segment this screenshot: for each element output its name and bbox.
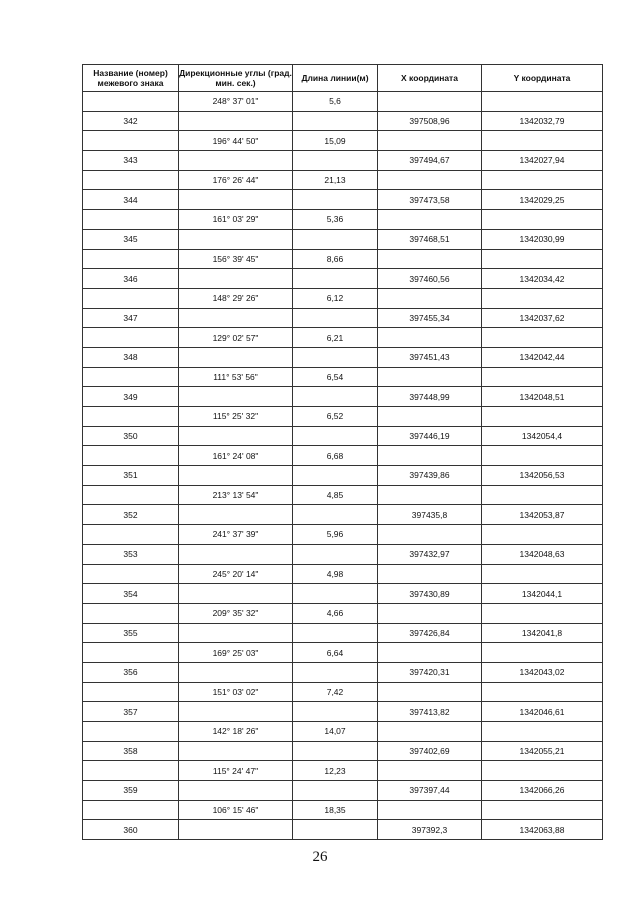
y-coordinate-cell [482, 643, 603, 663]
marker-name-cell: 355 [83, 623, 179, 643]
line-length-cell: 6,68 [293, 446, 378, 466]
marker-name-cell [83, 643, 179, 663]
directional-angle-cell [179, 505, 293, 525]
line-length-cell: 12,23 [293, 761, 378, 781]
directional-angle-cell [179, 741, 293, 761]
table-row [83, 584, 603, 604]
table-row [83, 741, 603, 761]
y-coordinate-cell: 1342048,63 [482, 544, 603, 564]
table-row [83, 111, 603, 131]
directional-angle-cell [179, 584, 293, 604]
x-coordinate-cell: 397439,86 [378, 466, 482, 486]
y-coordinate-cell: 1342053,87 [482, 505, 603, 525]
y-coordinate-cell: 1342056,53 [482, 466, 603, 486]
directional-angle-cell [179, 466, 293, 486]
marker-name-cell [83, 603, 179, 623]
table-row [83, 485, 603, 505]
y-coordinate-cell [482, 210, 603, 230]
marker-name-cell [83, 722, 179, 742]
directional-angle-cell: 129° 02' 57" [179, 328, 293, 348]
table-row [83, 426, 603, 446]
table-row [83, 407, 603, 427]
marker-name-cell: 351 [83, 466, 179, 486]
directional-angle-cell: 213° 13' 54" [179, 485, 293, 505]
x-coordinate-cell [378, 170, 482, 190]
marker-name-cell: 352 [83, 505, 179, 525]
marker-name-cell: 349 [83, 387, 179, 407]
table-row [83, 229, 603, 249]
x-coordinate-cell: 397446,19 [378, 426, 482, 446]
line-length-cell: 8,66 [293, 249, 378, 269]
line-length-cell [293, 308, 378, 328]
directional-angle-cell: 241° 37' 39" [179, 525, 293, 545]
table-row [83, 347, 603, 367]
directional-angle-cell: 142° 18' 26" [179, 722, 293, 742]
line-length-cell: 4,85 [293, 485, 378, 505]
line-length-cell: 6,52 [293, 407, 378, 427]
marker-name-cell: 345 [83, 229, 179, 249]
y-coordinate-cell: 1342048,51 [482, 387, 603, 407]
line-length-cell [293, 623, 378, 643]
directional-angle-cell: 148° 29' 26" [179, 288, 293, 308]
x-coordinate-cell [378, 800, 482, 820]
marker-name-cell: 357 [83, 702, 179, 722]
y-coordinate-cell: 1342029,25 [482, 190, 603, 210]
line-length-cell [293, 111, 378, 131]
marker-name-cell: 360 [83, 820, 179, 840]
table-row [83, 308, 603, 328]
x-coordinate-cell [378, 682, 482, 702]
y-coordinate-cell: 1342042,44 [482, 347, 603, 367]
x-coordinate-cell: 397420,31 [378, 662, 482, 682]
line-length-cell [293, 269, 378, 289]
line-length-cell: 15,09 [293, 131, 378, 151]
x-coordinate-cell: 397392,3 [378, 820, 482, 840]
table-row [83, 781, 603, 801]
line-length-cell [293, 466, 378, 486]
directional-angle-cell [179, 308, 293, 328]
x-coordinate-cell: 397448,99 [378, 387, 482, 407]
x-coordinate-cell [378, 564, 482, 584]
directional-angle-cell: 176° 26' 44" [179, 170, 293, 190]
line-length-cell [293, 190, 378, 210]
line-length-cell: 18,35 [293, 800, 378, 820]
line-length-cell: 6,54 [293, 367, 378, 387]
line-length-cell: 21,13 [293, 170, 378, 190]
directional-angle-cell [179, 190, 293, 210]
x-coordinate-cell [378, 761, 482, 781]
table-row [83, 643, 603, 663]
table-row [83, 328, 603, 348]
line-length-cell [293, 505, 378, 525]
line-length-cell [293, 544, 378, 564]
x-coordinate-cell: 397413,82 [378, 702, 482, 722]
table-row [83, 623, 603, 643]
x-coordinate-cell [378, 525, 482, 545]
line-length-cell: 4,98 [293, 564, 378, 584]
header-line-length: Длина линии(м) [293, 65, 378, 92]
table-row [83, 367, 603, 387]
y-coordinate-cell [482, 761, 603, 781]
table-row [83, 210, 603, 230]
y-coordinate-cell [482, 407, 603, 427]
header-y-coordinate: Y координата [482, 65, 603, 92]
x-coordinate-cell: 397430,89 [378, 584, 482, 604]
marker-name-cell: 347 [83, 308, 179, 328]
marker-name-cell [83, 407, 179, 427]
y-coordinate-cell [482, 328, 603, 348]
y-coordinate-cell [482, 485, 603, 505]
marker-name-cell: 356 [83, 662, 179, 682]
marker-name-cell: 354 [83, 584, 179, 604]
table-row [83, 151, 603, 171]
directional-angle-cell: 169° 25' 03" [179, 643, 293, 663]
directional-angle-cell [179, 702, 293, 722]
x-coordinate-cell [378, 407, 482, 427]
table-row [83, 170, 603, 190]
line-length-cell: 6,12 [293, 288, 378, 308]
y-coordinate-cell: 1342055,21 [482, 741, 603, 761]
x-coordinate-cell [378, 367, 482, 387]
y-coordinate-cell [482, 249, 603, 269]
marker-name-cell [83, 485, 179, 505]
directional-angle-cell: 115° 25' 32" [179, 407, 293, 427]
y-coordinate-cell: 1342043,02 [482, 662, 603, 682]
x-coordinate-cell [378, 288, 482, 308]
line-length-cell [293, 347, 378, 367]
y-coordinate-cell: 1342063,88 [482, 820, 603, 840]
x-coordinate-cell: 397402,69 [378, 741, 482, 761]
directional-angle-cell: 196° 44' 50" [179, 131, 293, 151]
table-row [83, 682, 603, 702]
table-row [83, 525, 603, 545]
x-coordinate-cell: 397455,34 [378, 308, 482, 328]
line-length-cell: 6,21 [293, 328, 378, 348]
x-coordinate-cell: 397426,84 [378, 623, 482, 643]
line-length-cell [293, 229, 378, 249]
marker-name-cell: 342 [83, 111, 179, 131]
y-coordinate-cell [482, 800, 603, 820]
y-coordinate-cell [482, 722, 603, 742]
directional-angle-cell [179, 229, 293, 249]
marker-name-cell [83, 288, 179, 308]
line-length-cell [293, 151, 378, 171]
directional-angle-cell: 245° 20' 14" [179, 564, 293, 584]
line-length-cell [293, 741, 378, 761]
x-coordinate-cell: 397468,51 [378, 229, 482, 249]
x-coordinate-cell [378, 210, 482, 230]
y-coordinate-cell [482, 525, 603, 545]
y-coordinate-cell [482, 92, 603, 112]
x-coordinate-cell [378, 131, 482, 151]
table-row [83, 662, 603, 682]
x-coordinate-cell: 397460,56 [378, 269, 482, 289]
y-coordinate-cell [482, 603, 603, 623]
line-length-cell [293, 820, 378, 840]
x-coordinate-cell [378, 643, 482, 663]
directional-angle-cell: 111° 53' 56" [179, 367, 293, 387]
line-length-cell: 5,36 [293, 210, 378, 230]
y-coordinate-cell [482, 170, 603, 190]
line-length-cell [293, 781, 378, 801]
table-row [83, 249, 603, 269]
line-length-cell [293, 662, 378, 682]
x-coordinate-cell [378, 446, 482, 466]
marker-name-cell: 343 [83, 151, 179, 171]
line-length-cell [293, 426, 378, 446]
directional-angle-cell: 161° 03' 29" [179, 210, 293, 230]
table-row [83, 505, 603, 525]
table-row [83, 603, 603, 623]
line-length-cell: 14,07 [293, 722, 378, 742]
line-length-cell: 6,64 [293, 643, 378, 663]
table-row [83, 446, 603, 466]
x-coordinate-cell: 397451,43 [378, 347, 482, 367]
x-coordinate-cell [378, 485, 482, 505]
line-length-cell: 5,96 [293, 525, 378, 545]
y-coordinate-cell [482, 564, 603, 584]
y-coordinate-cell: 1342066,26 [482, 781, 603, 801]
line-length-cell [293, 584, 378, 604]
line-length-cell [293, 702, 378, 722]
table-row [83, 564, 603, 584]
directional-angle-cell [179, 781, 293, 801]
table-row [83, 190, 603, 210]
header-marker-name: Название (номер) межевого знака [83, 65, 179, 92]
line-length-cell: 4,66 [293, 603, 378, 623]
y-coordinate-cell [482, 367, 603, 387]
directional-angle-cell [179, 347, 293, 367]
directional-angle-cell [179, 662, 293, 682]
y-coordinate-cell: 1342034,42 [482, 269, 603, 289]
directional-angle-cell [179, 820, 293, 840]
directional-angle-cell: 161° 24' 08" [179, 446, 293, 466]
y-coordinate-cell: 1342032,79 [482, 111, 603, 131]
marker-name-cell [83, 210, 179, 230]
directional-angle-cell: 106° 15' 46" [179, 800, 293, 820]
marker-name-cell: 358 [83, 741, 179, 761]
boundary-coordinates-table [82, 64, 603, 840]
line-length-cell: 5,6 [293, 92, 378, 112]
marker-name-cell [83, 800, 179, 820]
marker-name-cell [83, 92, 179, 112]
y-coordinate-cell: 1342044,1 [482, 584, 603, 604]
marker-name-cell [83, 131, 179, 151]
marker-name-cell [83, 367, 179, 387]
y-coordinate-cell: 1342046,61 [482, 702, 603, 722]
directional-angle-cell: 209° 35' 32" [179, 603, 293, 623]
x-coordinate-cell: 397508,96 [378, 111, 482, 131]
x-coordinate-cell: 397494,67 [378, 151, 482, 171]
table-row [83, 820, 603, 840]
directional-angle-cell [179, 111, 293, 131]
x-coordinate-cell [378, 92, 482, 112]
y-coordinate-cell [482, 131, 603, 151]
table-row [83, 466, 603, 486]
marker-name-cell: 350 [83, 426, 179, 446]
x-coordinate-cell [378, 603, 482, 623]
x-coordinate-cell: 397397,44 [378, 781, 482, 801]
marker-name-cell [83, 761, 179, 781]
table-row [83, 92, 603, 112]
directional-angle-cell [179, 269, 293, 289]
y-coordinate-cell: 1342054,4 [482, 426, 603, 446]
marker-name-cell [83, 249, 179, 269]
marker-name-cell: 353 [83, 544, 179, 564]
directional-angle-cell [179, 544, 293, 564]
line-length-cell: 7,42 [293, 682, 378, 702]
x-coordinate-cell [378, 249, 482, 269]
table-row [83, 387, 603, 407]
directional-angle-cell: 248° 37' 01" [179, 92, 293, 112]
table-row [83, 800, 603, 820]
x-coordinate-cell [378, 722, 482, 742]
marker-name-cell: 346 [83, 269, 179, 289]
marker-name-cell [83, 446, 179, 466]
y-coordinate-cell: 1342037,62 [482, 308, 603, 328]
marker-name-cell [83, 328, 179, 348]
y-coordinate-cell [482, 682, 603, 702]
table-row [83, 131, 603, 151]
table-row [83, 288, 603, 308]
directional-angle-cell: 115° 24' 47" [179, 761, 293, 781]
marker-name-cell: 348 [83, 347, 179, 367]
x-coordinate-cell: 397473,58 [378, 190, 482, 210]
directional-angle-cell [179, 426, 293, 446]
directional-angle-cell [179, 387, 293, 407]
table-row [83, 761, 603, 781]
y-coordinate-cell: 1342041,8 [482, 623, 603, 643]
marker-name-cell [83, 170, 179, 190]
table-row [83, 722, 603, 742]
x-coordinate-cell: 397432,97 [378, 544, 482, 564]
directional-angle-cell: 151° 03' 02" [179, 682, 293, 702]
y-coordinate-cell [482, 288, 603, 308]
line-length-cell [293, 387, 378, 407]
x-coordinate-cell: 397435,8 [378, 505, 482, 525]
table-row [83, 702, 603, 722]
table-row [83, 269, 603, 289]
table-row [83, 544, 603, 564]
directional-angle-cell: 156° 39' 45" [179, 249, 293, 269]
header-directional-angle: Дирекционные углы (град. мин. сек.) [179, 65, 293, 92]
marker-name-cell: 359 [83, 781, 179, 801]
marker-name-cell [83, 525, 179, 545]
y-coordinate-cell: 1342027,94 [482, 151, 603, 171]
marker-name-cell [83, 682, 179, 702]
y-coordinate-cell: 1342030,99 [482, 229, 603, 249]
directional-angle-cell [179, 623, 293, 643]
y-coordinate-cell [482, 446, 603, 466]
x-coordinate-cell [378, 328, 482, 348]
header-x-coordinate: X координата [378, 65, 482, 92]
table-header-row [83, 65, 603, 92]
marker-name-cell [83, 564, 179, 584]
directional-angle-cell [179, 151, 293, 171]
page-number: 26 [312, 849, 328, 865]
marker-name-cell: 344 [83, 190, 179, 210]
